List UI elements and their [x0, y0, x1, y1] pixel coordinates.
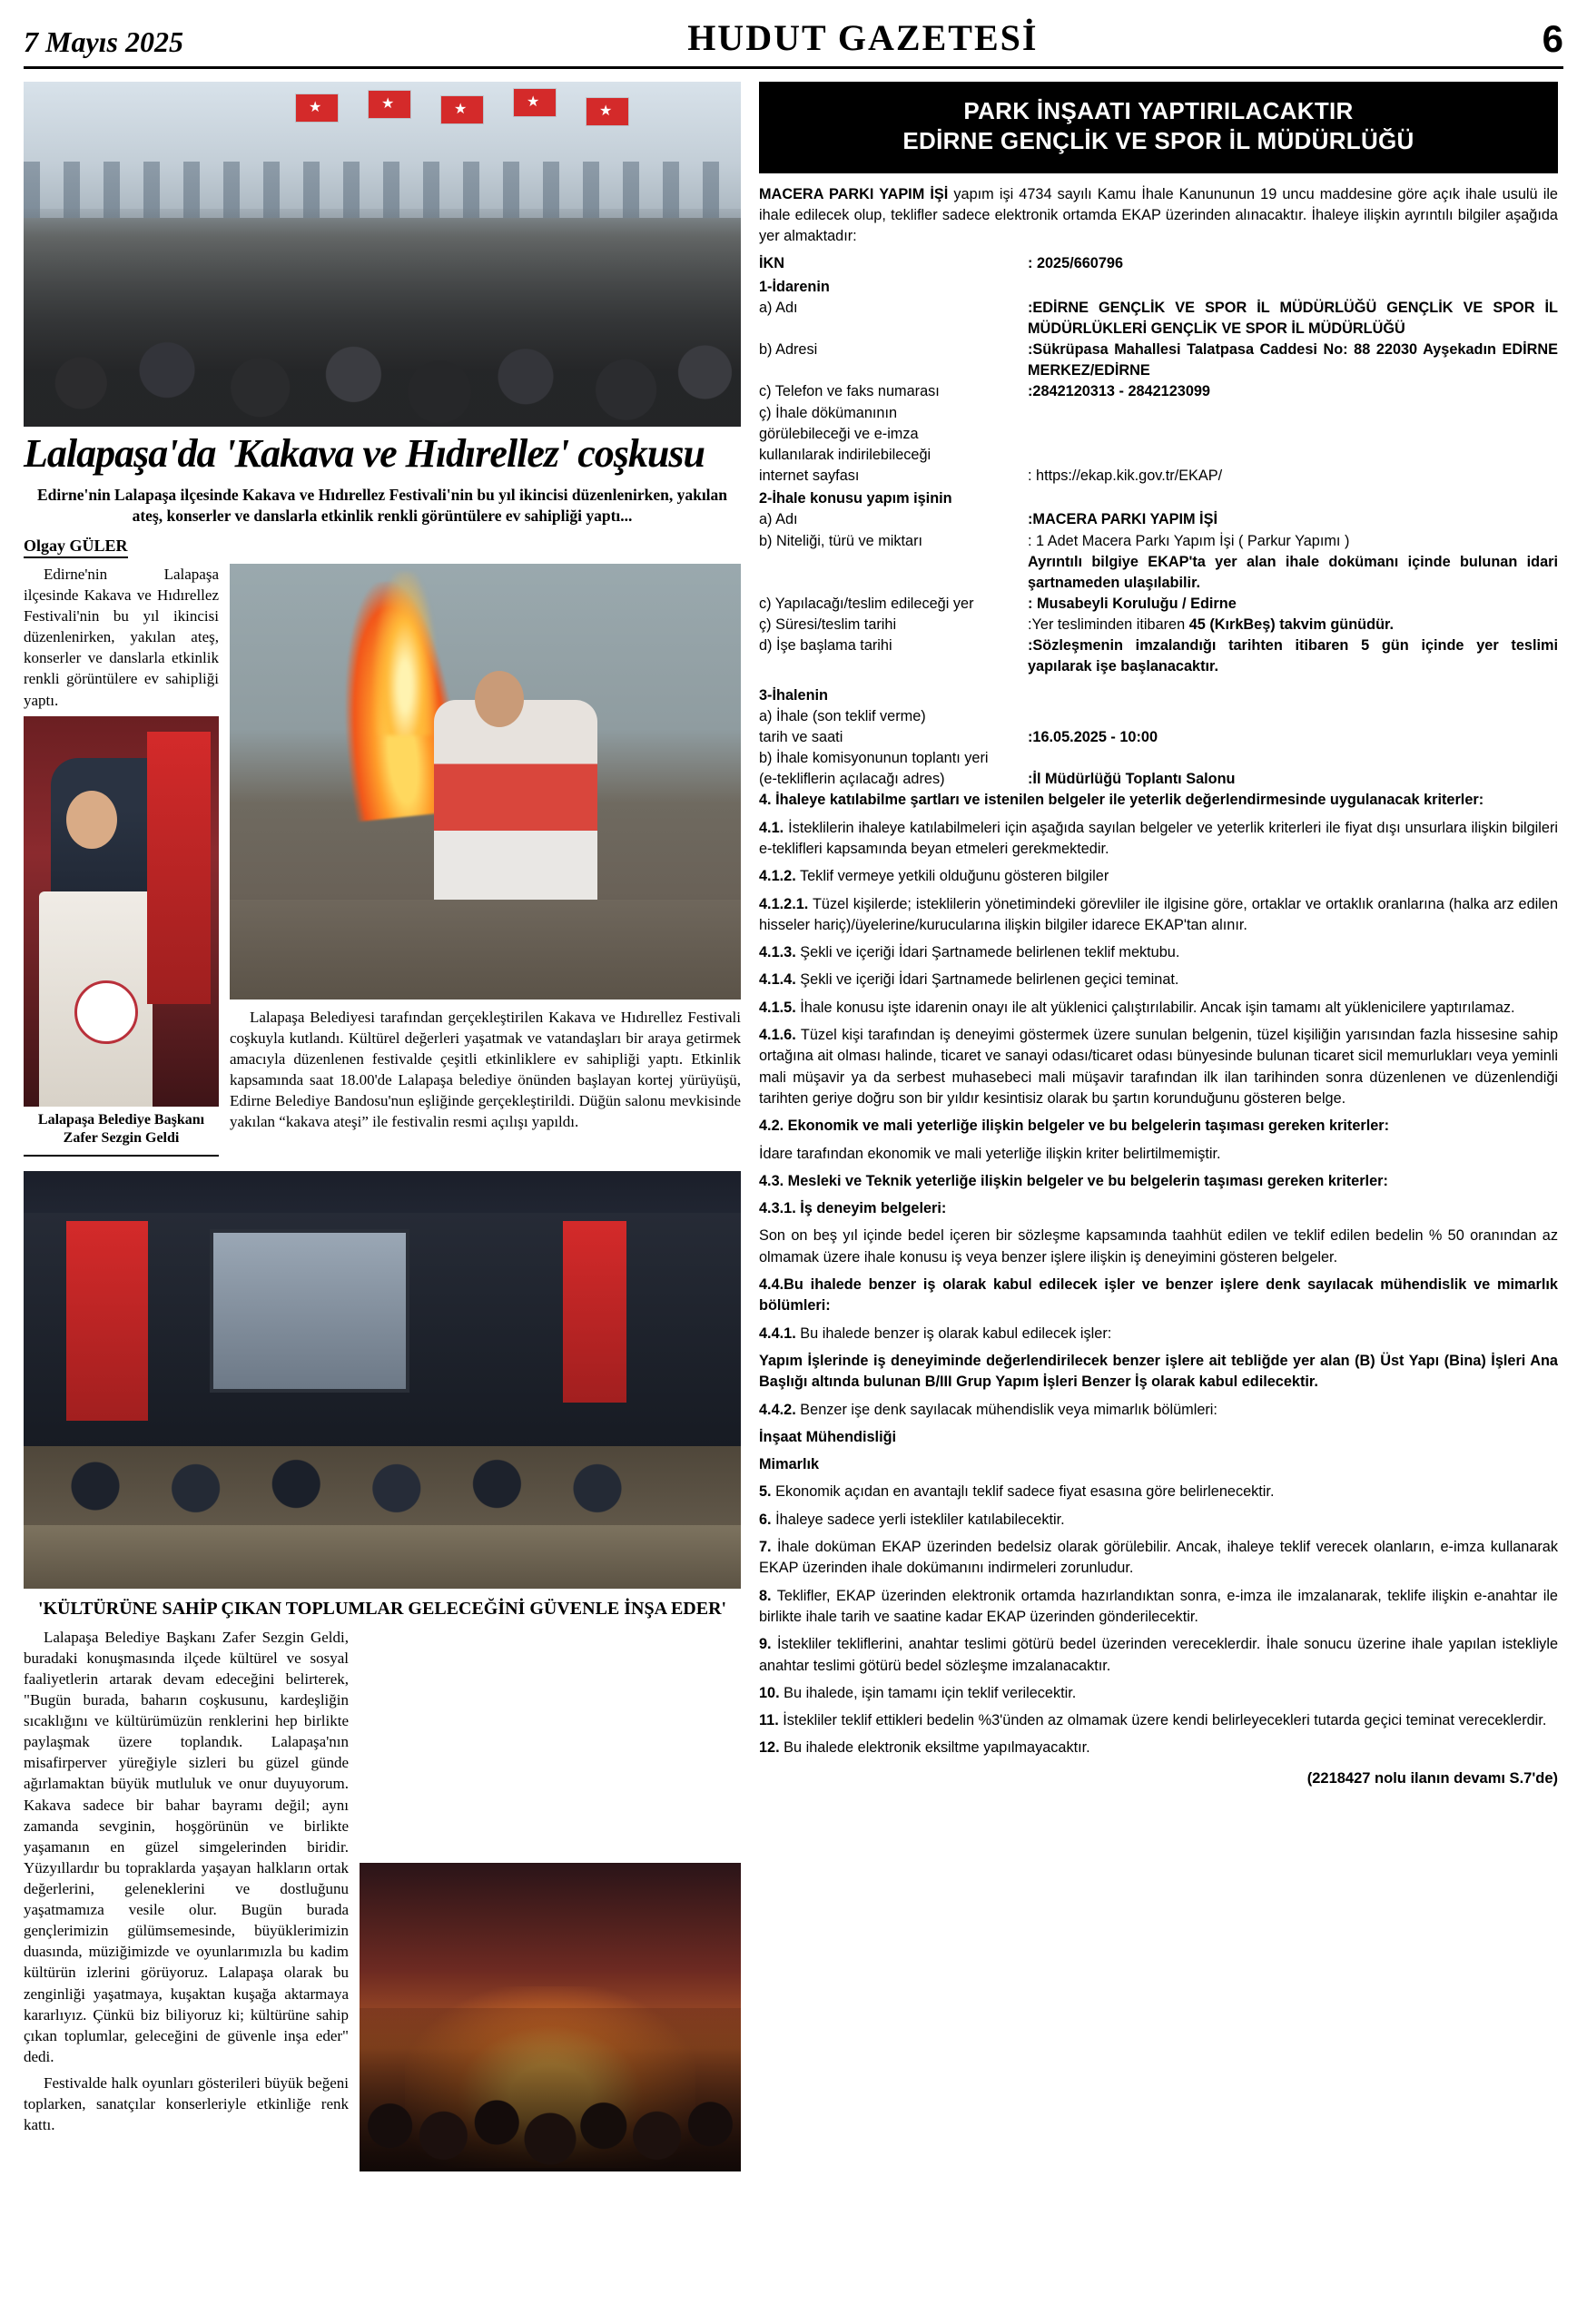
- notice-clause: [759, 1025, 1558, 1109]
- notice-clause-text: Benzer işe denk sayılacak mühendislik veya mimarlık bölümleri:: [795, 1401, 1217, 1418]
- notice-clause: [759, 1510, 1558, 1531]
- notice-clause: [759, 1275, 1558, 1317]
- notice-row-3b-value: :İl Müdürlüğü Toplantı Salonu: [1028, 771, 1236, 788]
- notice-title-line2: EDİRNE GENÇLİK VE SPOR İL MÜDÜRLÜĞÜ: [902, 127, 1414, 155]
- notice-row-2c-label: c) Yapılacağı/teslim edileceği yer: [759, 595, 974, 612]
- notice-row-2a-value: :MACERA PARKI YAPIM İŞİ: [1028, 511, 1217, 528]
- photo-mayor-speech: [24, 716, 219, 1107]
- notice-row-3a-label: [759, 706, 1022, 748]
- notice-row-3b: [759, 748, 1558, 790]
- notice-section-1: 1-İdarenin: [759, 278, 830, 295]
- article-paragraph-4: Festivalde halk oyunları gösterileri büyük beğeni toplarken, sanatçılar konserleriyle etkinliğe renk kattı.: [24, 2073, 349, 2134]
- notice-row-2d-value-pre: :Yer tesliminden itibaren: [1028, 616, 1189, 634]
- notice-clause: [759, 894, 1558, 937]
- photo-night-celebration: [360, 1863, 741, 2171]
- notice-section-2: 2-İhale konusu yapım işinin: [759, 490, 952, 507]
- notice-clause-text: Teklifler, EKAP üzerinden elektronik ortamda hazırlandıktan sonra, e-imza ile imzalanarak, teklife ilişkin e-anahtar ile birlikte ihale tarih ve saatine kadar EKAP üzerinden gönderilecektir.: [759, 1587, 1558, 1625]
- notice-clause-bold: 4.1.5.: [759, 999, 796, 1016]
- photo-crowd-march: [24, 82, 741, 427]
- notice-ikn-row: [759, 253, 1558, 274]
- notice-row-2b-value-1: : 1 Adet Macera Parkı Yapım İşi ( Parkur Yapımı ): [1028, 532, 1350, 549]
- masthead: [24, 16, 1563, 69]
- notice-clause-bold: 4. İhaleye katılabilme şartları ve istenilen belgeler ile yeterlik değerlendirmesinde uygulanacak kriterler:: [759, 792, 1484, 809]
- notice-row-2a: [759, 509, 1558, 530]
- notice-clause: [759, 1198, 1558, 1219]
- notice-row-1b-label: b) Adresi: [759, 341, 818, 359]
- notice-clause-bold: 10.: [759, 1684, 780, 1701]
- notice-row-1a-label: a) Adı: [759, 299, 798, 316]
- notice-row-3a-value: :16.05.2025 - 10:00: [1028, 728, 1158, 745]
- notice-clause: [759, 998, 1558, 1019]
- notice-row-2d-label: ç) Süresi/teslim tarihi: [759, 616, 897, 634]
- notice-clause-bold: 4.2. Ekonomik ve mali yeterliğe ilişkin belgeler ve bu belgelerin taşıması gereken kriterler:: [759, 1118, 1390, 1135]
- notice-clause-bold: 7.: [759, 1539, 772, 1556]
- notice-ekap-url: : https://ekap.kik.gov.tr/EKAP/: [1028, 467, 1223, 484]
- page-content: [24, 82, 1563, 2171]
- notice-clause: [759, 1144, 1558, 1165]
- notice-clause-bold: 4.1.6.: [759, 1027, 796, 1044]
- notice-clause: [759, 1400, 1558, 1421]
- page-number: 6: [1542, 17, 1563, 60]
- newspaper-title: HUDUT GAZETESİ: [687, 17, 1039, 58]
- notice-clause-bold: Yapım İşlerinde iş deneyiminde değerlendirilecek benzer işlere ait tebliğde yer alan (B) Üst Yapı (Bina) İşleri Ana Başlığı altında bulunan B/III Grup Yapım İşleri Benzer İş olarak kabul edilecektir.: [759, 1352, 1558, 1391]
- notice-row-1b: [759, 340, 1558, 381]
- notice-clause: [759, 1226, 1558, 1268]
- notice-clause-text: Ekonomik açıdan en avantajlı teklif sadece fiyat esasına göre belirlenecektir.: [771, 1483, 1275, 1501]
- notice-clause-bold: 8.: [759, 1587, 772, 1604]
- notice-clause: [759, 970, 1558, 990]
- article-lead: Edirne'nin Lalapaşa ilçesinde Kakava ve Hıdırellez Festivali'nin bu yıl ikincisi düzenlenirken, yakılan ateş, konserler ve danslarla etkinlik renkli görüntülere ev sahipliği yaptı.: [24, 565, 219, 709]
- notice-clause-text: Bu ihalede elektronik eksiltme yapılmayacaktır.: [779, 1739, 1090, 1757]
- notice-row-3a-label-1: a) İhale (son teklif verme): [759, 707, 926, 724]
- notice-clause: [759, 1634, 1558, 1677]
- notice-header: [759, 82, 1558, 173]
- notice-row-2d-value: [1028, 615, 1558, 635]
- notice-row-2c: [759, 594, 1558, 615]
- notice-row-2e-label: d) İşe başlama tarihi: [759, 637, 892, 655]
- notice-row-1d-label: [759, 403, 1022, 487]
- notice-clause-bold: 4.4.1.: [759, 1324, 796, 1342]
- notice-clause: [759, 866, 1558, 887]
- notice-intro-rest: yapım işi 4734 sayılı Kamu İhale Kanununun 19 uncu maddesine göre açık ihale usulü ile ihale edilecek olup, teklifler sadece elektronik ortamda EKAP üzerinden alınacaktır. İhaleye ilişkin ayrıntılı bilgiler aşağıda yer almaktadır:: [759, 185, 1558, 245]
- notice-clause-bold: 4.3. Mesleki ve Teknik yeterliğe ilişkin belgeler ve bu belgelerin taşıması gereken kriterler:: [759, 1172, 1388, 1189]
- notice-clause-text: Teklif vermeye yetkili olduğunu gösteren bilgiler: [795, 868, 1109, 885]
- notice-clause-bold: 4.1.4.: [759, 971, 796, 989]
- notice-row-3a-label-2: tarih ve saati: [759, 728, 843, 745]
- notice-intro-bold: MACERA PARKI YAPIM İŞİ: [759, 185, 949, 202]
- notice-row-2e: [759, 635, 1558, 677]
- notice-clause: [759, 1427, 1558, 1448]
- notice-clause-bold: 4.1.: [759, 819, 784, 836]
- notice-row-1c-label: c) Telefon ve faks numarası: [759, 383, 940, 400]
- notice-row-2b-label: b) Niteliği, türü ve miktarı: [759, 532, 923, 549]
- photo-kakava-fire: [230, 564, 741, 1000]
- notice-clause-text: Son on beş yıl içinde bedel içeren bir sözleşme kapsamında taahhüt edilen ve teklif edilen bedelin % 50 oranından az olmamak üzere ihale konusu iş veya benzer işlere ilişkin iş deneyimini gösteren belgeler.: [759, 1227, 1558, 1265]
- notice-clause-text: İhale doküman EKAP üzerinden bedelsiz olarak görülebilir. Ancak, ihaleye teklif verecek olanların, e-imza kullanarak EKAP üzerinden ihale dokümanını indirmeleri zorunludur.: [759, 1539, 1558, 1577]
- notice-clause-text: İstekliler tekliflerini, anahtar teslimi götürü bedel üzerinden vereceklerdir. İhale sonucu üzerine ihale yapılan istekliyle anahtar teslimi götürü bedel sözleşme imzalanacaktır.: [759, 1636, 1558, 1674]
- notice-section-3: 3-İhalenin: [759, 686, 828, 704]
- notice-clause-text: İstekliler teklif ettikleri bedelin %3'ünden az olmamak üzere kendi belirleyecekleri tutarda geçici teminat vereceklerdir.: [778, 1712, 1547, 1729]
- notice-clause: [759, 1586, 1558, 1629]
- notice-clause: [759, 818, 1558, 861]
- notice-continuation-note: (2218427 nolu ilanın devamı S.7'de): [1306, 1769, 1558, 1787]
- notice-clause-text: İsteklilerin ihaleye katılabilmeleri için aşağıda sayılan belgeler ve yeterlik kriterleri ile fiyat dışı unsurlara ilişkin bilgileri e-teklifleri kapsamında beyan etmeleri gerekmektedir.: [759, 819, 1558, 857]
- notice-row-1c-value: :2842120313 - 2842123099: [1028, 383, 1210, 400]
- notice-body: [759, 173, 1558, 1790]
- notice-ikn-label: İKN: [759, 255, 785, 272]
- notice-row-1d-label-2: görülebileceği ve e-imza: [759, 425, 919, 442]
- notice-row-2b: [759, 531, 1558, 594]
- notice-clause-text: İhale konusu işte idarenin onayı ile alt yüklenici çalıştırılabilir. Ancak işin tamamı alt yüklenicilere yaptırılamaz.: [795, 999, 1515, 1016]
- notice-clause-text: İdare tarafından ekonomik ve mali yeterliğe ilişkin kriter belirtilmemiştir.: [759, 1145, 1221, 1162]
- article-headline: Lalapaşa'da 'Kakava ve Hıdırellez' coşkusu: [24, 431, 705, 476]
- notice-clause: [759, 1171, 1558, 1192]
- notice-row-1d-label-3: kullanılarak indirilebileceği: [759, 446, 932, 463]
- notice-row-2a-label: a) Adı: [759, 511, 798, 528]
- notice-clause: [759, 1324, 1558, 1344]
- notice-clause: [759, 1710, 1558, 1731]
- notice-row-1a-value: :EDİRNE GENÇLİK VE SPOR İL MÜDÜRLÜĞÜ GENÇLİK VE SPOR İL MÜDÜRLÜKLERİ GENÇLİK VE SPOR İL MÜDÜRLÜĞÜ: [1028, 299, 1558, 337]
- notice-ikn-value: : 2025/660796: [1028, 255, 1124, 272]
- notice-title-line1: PARK İNŞAATI YAPTIRILACAKTIR: [963, 97, 1354, 124]
- notice-clause-bold: 4.1.2.1.: [759, 895, 809, 912]
- notice-row-3b-label-2: (e-tekliflerin açılacağı adres): [759, 771, 945, 788]
- notice-row-3b-label-1: b) İhale komisyonunun toplantı yeri: [759, 750, 989, 767]
- notice-clause-bold: 5.: [759, 1483, 772, 1501]
- article-byline: Olgay GÜLER: [24, 537, 128, 558]
- notice-row-1c: [759, 381, 1558, 402]
- notice-row-2b-value-2: Ayrıntılı bilgiye EKAP'ta yer alan ihale dokümanı içinde bulunan idari şartnameden ulaşılabilir.: [1028, 553, 1558, 591]
- notice-row-3a: [759, 706, 1558, 748]
- article-paragraph-2: Lalapaşa Belediyesi tarafından gerçekleştirilen Kakava ve Hıdırellez Festivali coşkuyla kutlandı. Kültürel değerleri yaşatmak ve vatandaşları bir araya getirmek amacıyla düzenlenen festivalde çeşitli etkinliklere ev sahipliği yaptı. Etkinlik kapsamında saat 18.00'de Lalapaşa belediye önünden başlayan kortej yürüyüşü, Edirne Belediye Bandosu'nun eşliğinde gerçekleştirildi. Düğün salonu mevkisinde yakılan “kakava ateşi” ile festivalin resmi açılışı yapıldı.: [230, 1008, 741, 1131]
- notice-row-1b-value: :Sükrüpasa Mahallesi Talatpasa Caddesi No: 88 22030 Ayşekadın EDİRNE MERKEZ/EDİRNE: [1028, 341, 1558, 379]
- lead-block: [24, 564, 741, 1164]
- notice-clause-text: Tüzel kişi tarafından iş deneyimi göstermek üzere sunulan belgenin, tüzel kişiliğin yarısından fazla hissesine sahip ortağına ait olması halinde, ticaret ve sanayi odası/ticaret odası bünyesinde bulunan ticaret sicil memurlukları veya yeminli mali müşavir ya da serbest muhasebeci mali müşavir tarafından ilk ilan tarihinden sonra düzenlenen ve düzenlendiği tarihten geriye doğru son bir yıldır kesintisiz olarak bu şartın korunduğunu gösteren belge.: [759, 1027, 1558, 1107]
- notice-row-1d-label-1: ç) İhale dökümanının: [759, 404, 898, 421]
- notice-clause-bold: 4.4.Bu ihalede benzer iş olarak kabul edilecek işler ve benzer işlere denk sayılacak mühendislik ve mimarlık bölümleri:: [759, 1276, 1558, 1315]
- article-bottom: [24, 1627, 741, 2171]
- article-paragraph-3: Lalapaşa Belediye Başkanı Zafer Sezgin Geldi, buradaki konuşmasında ilçede kültürel ve sosyal faaliyetlerin artarak devam edeceğini belirterek, "Bugün burada, baharın coşkusunu, kardeşliğin sıcaklığını ve kültürümüzün renklerini hep birlikte paylaşmak üzere toplandık. Lalapaşa'nın misafirperver yüreğiyle sizleri bu güzel günde ağırlamaktan büyük mutluluk ve onur duyuyorum. Kakava sadece bir bahar bayramı değil; aynı zamanda sevginin, hoşgörünün ve birlikte yaşamanın en güzel simgelerinden biridir. Yüzyıllardır bu topraklarda yaşayan halkların ortak değerlerini, geleneklerini ve dostluğunu yaşatmamıza vesile olur. Bugün burada gençlerimizin gülümsemesinde, büyüklerimizin duasında, müziğimizde ve oyunlarımızla bu kadim kültürün izlerini görüyoruz. Lalapaşa olarak bu zenginliği yaşatmaya, kuşaktan kuşağa aktarmaya kararlıyız. Çünkü biz biliyoruz ki; kültürüne sahip çıkan toplumlar, geleceğini de güvenle inşa eder" dedi.: [24, 1628, 349, 2065]
- notice-clause-bold: İnşaat Mühendisliği: [759, 1428, 897, 1445]
- notice-clause-bold: 12.: [759, 1739, 780, 1757]
- tender-notice-column: [759, 82, 1558, 2171]
- notice-clause: [759, 790, 1558, 811]
- notice-clause-bold: Mimarlık: [759, 1456, 820, 1473]
- notice-clause-text: Bu ihalede, işin tamamı için teklif verilecektir.: [779, 1684, 1077, 1701]
- notice-row-3b-label: [759, 748, 1022, 790]
- notice-row-1d-value: [1028, 403, 1558, 487]
- notice-row-1d-label-4: internet sayfası: [759, 467, 860, 484]
- notice-clause-list: [759, 790, 1558, 1758]
- notice-row-2c-value: : Musabeyli Koruluğu / Edirne: [1028, 595, 1237, 612]
- notice-clause: [759, 1683, 1558, 1704]
- notice-clause-text: Bu ihalede benzer iş olarak kabul edilecek işler:: [795, 1324, 1112, 1342]
- fire-photo-column: [230, 564, 741, 1164]
- notice-row-1d: [759, 403, 1558, 487]
- notice-clause-text: Tüzel kişilerde; isteklilerin yönetimindeki görevliler ile ilgisine göre, ortaklar ve ortaklık oranlarına (halka arz edilen hisseler hariç)/üyelerine/kurucularına ilişkin bilgiler idarece EKAP'tan alınır.: [759, 895, 1558, 933]
- article-column: [24, 82, 741, 2171]
- article-deck: Edirne'nin Lalapaşa ilçesinde Kakava ve Hıdırellez Festivali'nin bu yıl ikincisi düzenlenirken, yakılan ateş, konserler ve danslarla etkinlik renkli görüntülere ev sahipliği yaptı...: [36, 486, 728, 526]
- notice-clause: [759, 942, 1558, 963]
- notice-clause-bold: 4.1.3.: [759, 944, 796, 961]
- notice-clause-text: Şekli ve içeriği İdari Şartnamede belirlenen geçici teminat.: [795, 971, 1179, 989]
- notice-clause-bold: 6.: [759, 1511, 772, 1528]
- notice-clause-bold: 4.3.1. İş deneyim belgeleri:: [759, 1200, 947, 1217]
- notice-clause-text: Şekli ve içeriği İdari Şartnamede belirlenen teklif mektubu.: [795, 944, 1180, 961]
- article-subhead: 'KÜLTÜRÜNE SAHİP ÇIKAN TOPLUMLAR GELECEĞİNİ GÜVENLE İNŞA EDER': [37, 1598, 727, 1619]
- notice-row-2b-value: [1028, 531, 1558, 594]
- notice-clause-bold: 11.: [759, 1712, 779, 1729]
- photo-concert-stage: [24, 1171, 741, 1589]
- notice-clause: [759, 1116, 1558, 1137]
- notice-clause: [759, 1537, 1558, 1580]
- notice-intro: [759, 184, 1558, 248]
- photo-caption-mayor: Lalapaşa Belediye Başkanı Zafer Sezgin Geldi: [24, 1107, 219, 1157]
- notice-row-2e-value: :Sözleşmenin imzalandığı tarihten itibaren 5 gün içinde yer teslimi yapılarak işe başlanacaktır.: [1028, 637, 1558, 675]
- issue-date: 7 Mayıs 2025: [24, 25, 183, 58]
- notice-clause: [759, 1454, 1558, 1475]
- notice-clause: [759, 1482, 1558, 1502]
- notice-clause: [759, 1351, 1558, 1393]
- notice-clause-bold: 9.: [759, 1636, 772, 1653]
- notice-clause-text: İhaleye sadece yerli istekliler katılabilecektir.: [771, 1511, 1065, 1528]
- notice-clause: [759, 1738, 1558, 1758]
- lead-text-column: [24, 564, 219, 1164]
- notice-row-2d: [759, 615, 1558, 635]
- notice-row-1a: [759, 298, 1558, 340]
- notice-clause-bold: 4.1.2.: [759, 868, 796, 885]
- notice-row-2d-value-bold: 45 (KırkBeş) takvim günüdür.: [1188, 616, 1394, 634]
- notice-clause-bold: 4.4.2.: [759, 1401, 796, 1418]
